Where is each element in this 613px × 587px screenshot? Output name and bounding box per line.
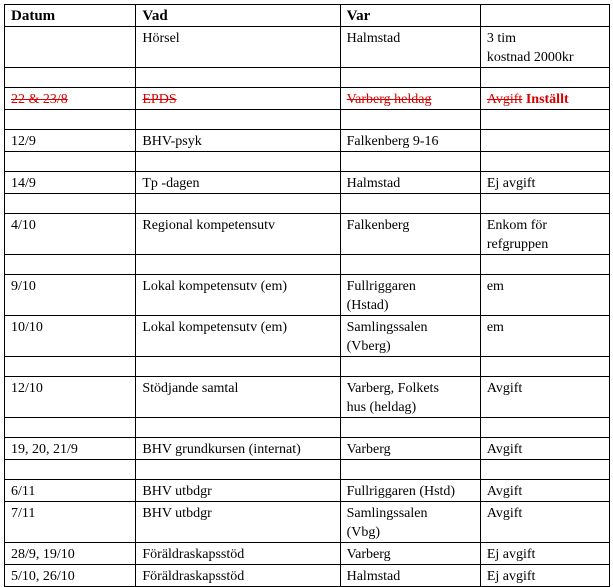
vad-cell — [136, 194, 340, 214]
vad-cell — [136, 275, 340, 316]
table-row — [5, 110, 610, 130]
cell-text: BHV utbdgr — [142, 484, 212, 499]
cell-text: Varberg heldag — [346, 92, 432, 107]
var-cell — [340, 316, 480, 357]
info-cell — [480, 480, 609, 502]
cell-text: BHV grundkursen (internat) — [142, 442, 301, 457]
cell-text: kostnad 2000kr — [486, 50, 574, 65]
datum-cell — [5, 194, 136, 214]
vad-cell — [136, 27, 340, 68]
datum-cell — [5, 275, 136, 316]
info-cell — [480, 418, 609, 438]
cell-text: 5/10, 26/10 — [11, 569, 75, 584]
var-cell — [340, 418, 480, 438]
info-cell — [480, 565, 609, 587]
cell-text: 28/9, 19/10 — [11, 547, 75, 562]
vad-cell — [136, 460, 340, 480]
table-row — [5, 502, 610, 543]
cell-text: 22 & 23/8 — [11, 92, 68, 107]
cell-text: Halmstad — [346, 569, 401, 584]
datum-cell — [5, 130, 136, 152]
datum-cell — [5, 316, 136, 357]
var-cell — [340, 130, 480, 152]
cell-text: Varberg — [346, 442, 391, 457]
cell-text: BHV-psyk — [142, 134, 202, 149]
vad-cell — [136, 68, 340, 88]
cell-text: Ej avgift — [486, 176, 536, 191]
cell-text: (Vberg) — [346, 339, 391, 354]
vad-cell — [136, 438, 340, 460]
cancelled-label: Inställt — [525, 92, 569, 107]
datum-cell — [5, 460, 136, 480]
info-cell — [480, 255, 609, 275]
cell-text: 12/10 — [11, 381, 43, 396]
vad-cell — [136, 130, 340, 152]
table-row — [5, 27, 610, 68]
table-row — [5, 88, 610, 110]
cell-text: Fullriggaren — [346, 279, 416, 294]
datum-cell — [5, 377, 136, 418]
cell-text: 9/10 — [11, 279, 36, 294]
cell-text: Avgift — [486, 442, 523, 457]
info-cell — [480, 357, 609, 377]
header-var: Var — [340, 5, 480, 27]
vad-cell — [136, 316, 340, 357]
datum-cell — [5, 214, 136, 255]
cell-text: Föräldraskapsstöd — [142, 569, 245, 584]
cell-text: em — [486, 320, 504, 335]
vad-cell — [136, 88, 340, 110]
cell-text: Ej avgift — [486, 569, 536, 584]
datum-cell — [5, 68, 136, 88]
cell-text: 12/9 — [11, 134, 36, 149]
table-row — [5, 130, 610, 152]
cell-text: Föräldraskapsstöd — [142, 547, 245, 562]
datum-cell — [5, 502, 136, 543]
cell-text: Tp -dagen — [142, 176, 200, 191]
cell-text: Halmstad — [346, 176, 401, 191]
info-cell — [480, 438, 609, 460]
cell-text: (Vbg) — [346, 525, 381, 540]
cell-text: Fullriggaren (Hstd) — [346, 484, 456, 499]
cell-text: Falkenberg 9-16 — [346, 134, 439, 149]
var-cell — [340, 565, 480, 587]
table-row — [5, 152, 610, 172]
datum-cell — [5, 543, 136, 565]
table-row — [5, 377, 610, 418]
datum-cell — [5, 480, 136, 502]
vad-cell — [136, 110, 340, 130]
var-cell — [340, 68, 480, 88]
info-cell — [480, 502, 609, 543]
table-row — [5, 357, 610, 377]
table-row — [5, 418, 610, 438]
datum-cell — [5, 565, 136, 587]
cell-text: Lokal kompetensutv (em) — [142, 279, 288, 294]
vad-cell — [136, 418, 340, 438]
datum-cell — [5, 418, 136, 438]
info-cell — [480, 110, 609, 130]
var-cell — [340, 480, 480, 502]
info-cell — [480, 316, 609, 357]
cell-text: Regional kompetensutv — [142, 218, 275, 233]
table-row — [5, 565, 610, 587]
table-row — [5, 438, 610, 460]
info-cell — [480, 460, 609, 480]
info-cell — [480, 543, 609, 565]
var-cell — [340, 27, 480, 68]
table-row — [5, 172, 610, 194]
cell-text: refgruppen — [486, 237, 549, 252]
datum-cell — [5, 88, 136, 110]
cell-text: Falkenberg — [346, 218, 410, 233]
info-cell — [480, 130, 609, 152]
datum-cell — [5, 438, 136, 460]
vad-cell — [136, 502, 340, 543]
cell-text: Varberg, Folkets — [346, 381, 439, 396]
var-cell — [340, 255, 480, 275]
cell-text: Ej avgift — [486, 547, 536, 562]
info-cell — [480, 172, 609, 194]
vad-cell — [136, 172, 340, 194]
cell-text: Varberg — [346, 547, 391, 562]
var-cell — [340, 194, 480, 214]
info-cell — [480, 275, 609, 316]
info-cell — [480, 88, 609, 110]
cell-text: Avgift — [486, 484, 523, 499]
cell-text: 7/11 — [11, 506, 36, 521]
info-cell — [480, 194, 609, 214]
info-cell — [480, 214, 609, 255]
datum-cell — [5, 27, 136, 68]
cell-text: hus (heldag) — [346, 400, 417, 415]
table-row — [5, 460, 610, 480]
var-cell — [340, 543, 480, 565]
table-row — [5, 275, 610, 316]
vad-cell — [136, 565, 340, 587]
var-cell — [340, 110, 480, 130]
var-cell — [340, 438, 480, 460]
var-cell — [340, 357, 480, 377]
info-cell — [480, 377, 609, 418]
var-cell — [340, 172, 480, 194]
cell-text: em — [486, 279, 504, 294]
header-vad: Vad — [136, 5, 340, 27]
datum-cell — [5, 357, 136, 377]
table-row — [5, 480, 610, 502]
cell-text: 10/10 — [11, 320, 43, 335]
vad-cell — [136, 214, 340, 255]
cell-text: Enkom för — [486, 218, 548, 233]
table-row — [5, 543, 610, 565]
cell-text: Samlingssalen — [346, 320, 428, 335]
table-row — [5, 194, 610, 214]
var-cell — [340, 502, 480, 543]
header-datum: Datum — [5, 5, 136, 27]
vad-cell — [136, 543, 340, 565]
var-cell — [340, 152, 480, 172]
cell-text: (Hstad) — [346, 298, 389, 313]
cell-text: Hörsel — [142, 31, 180, 46]
cell-text: Samlingssalen — [346, 506, 428, 521]
info-cell — [480, 152, 609, 172]
vad-cell — [136, 480, 340, 502]
datum-cell — [5, 152, 136, 172]
info-cell — [480, 68, 609, 88]
cell-text: Avgift — [486, 506, 523, 521]
var-cell — [340, 460, 480, 480]
datum-cell — [5, 110, 136, 130]
datum-cell — [5, 172, 136, 194]
cell-text: BHV utbdgr — [142, 506, 212, 521]
cell-text: Stödjande samtal — [142, 381, 239, 396]
header-info — [480, 5, 609, 27]
var-cell — [340, 88, 480, 110]
cell-text: Lokal kompetensutv (em) — [142, 320, 288, 335]
cell-text: EPDS — [142, 92, 177, 107]
table-row — [5, 316, 610, 357]
var-cell — [340, 214, 480, 255]
table-row — [5, 255, 610, 275]
table-row — [5, 68, 610, 88]
var-cell — [340, 275, 480, 316]
schedule-body — [5, 27, 610, 587]
cell-text: 14/9 — [11, 176, 36, 191]
vad-cell — [136, 255, 340, 275]
var-cell — [340, 377, 480, 418]
cell-text: 3 tim — [486, 31, 516, 46]
table-row — [5, 214, 610, 255]
cell-text: Halmstad — [346, 31, 401, 46]
vad-cell — [136, 377, 340, 418]
datum-cell — [5, 255, 136, 275]
cell-text: Avgift — [486, 381, 523, 396]
schedule-table — [4, 4, 610, 587]
cell-text: 6/11 — [11, 484, 36, 499]
vad-cell — [136, 357, 340, 377]
info-cell — [480, 27, 609, 68]
cell-text: Avgift — [486, 92, 523, 107]
vad-cell — [136, 152, 340, 172]
header-row — [5, 5, 610, 27]
cell-text: 19, 20, 21/9 — [11, 442, 78, 457]
cell-text: 4/10 — [11, 218, 36, 233]
